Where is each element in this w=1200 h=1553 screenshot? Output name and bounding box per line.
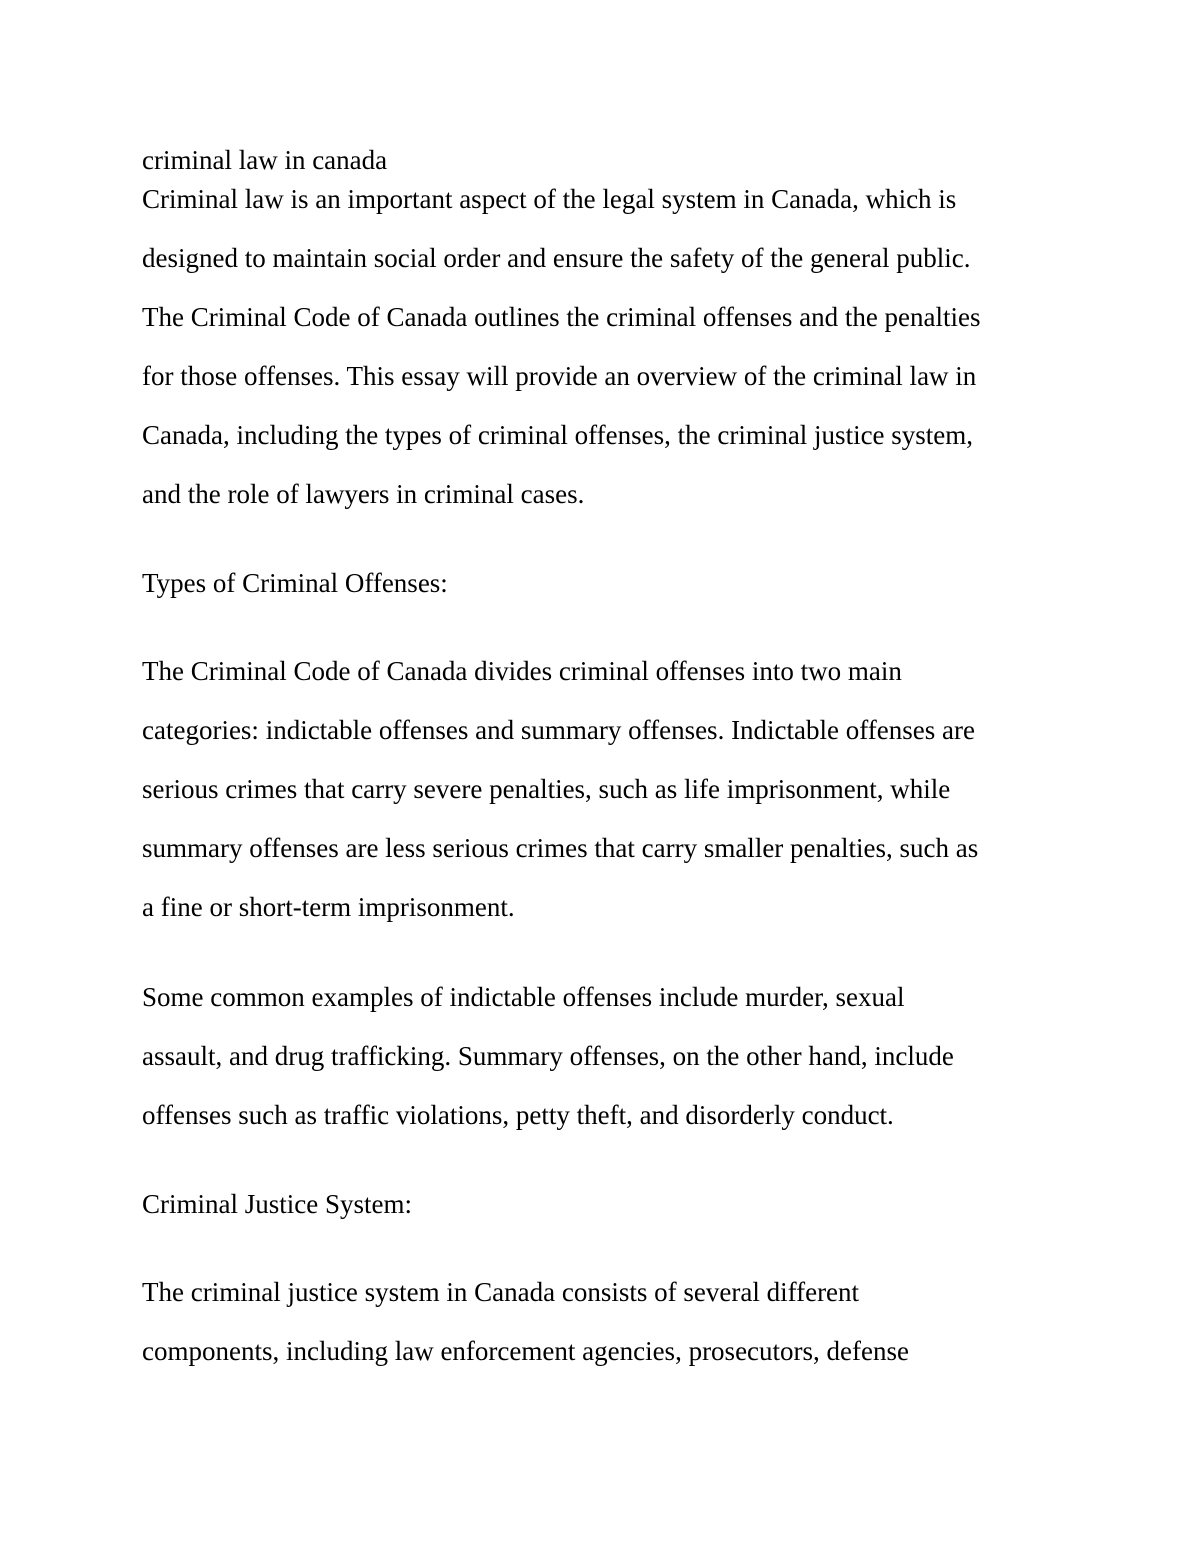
paragraph-line: a fine or short-term imprisonment. <box>142 892 515 922</box>
section-heading: Types of Criminal Offenses: <box>142 568 448 598</box>
document-title: criminal law in canada <box>142 145 388 175</box>
paragraph-line: for those offenses. This essay will provide an overview of the criminal law in <box>142 361 977 391</box>
paragraph-line: Some common examples of indictable offenses include murder, sexual <box>142 982 905 1012</box>
paragraph-line: The criminal justice system in Canada consists of several different <box>142 1277 860 1307</box>
paragraph-line: designed to maintain social order and ensure the safety of the general public. <box>142 243 971 273</box>
paragraph-line: Canada, including the types of criminal offenses, the criminal justice system, <box>142 420 974 450</box>
paragraph-line: The Criminal Code of Canada divides criminal offenses into two main <box>142 656 902 686</box>
paragraph-examples <box>142 968 1102 1145</box>
paragraph-line: assault, and drug trafficking. Summary offenses, on the other hand, include <box>142 1041 954 1071</box>
paragraph-intro <box>142 170 1102 524</box>
paragraph-line: offenses such as traffic violations, petty theft, and disorderly conduct. <box>142 1100 894 1130</box>
paragraph-justice <box>142 1263 1102 1381</box>
section-heading-justice <box>142 1175 1102 1234</box>
paragraph-line: serious crimes that carry severe penalties, such as life imprisonment, while <box>142 774 951 804</box>
section-heading: Criminal Justice System: <box>142 1189 412 1219</box>
paragraph-line: The Criminal Code of Canada outlines the criminal offenses and the penalties <box>142 302 981 332</box>
paragraph-line: Criminal law is an important aspect of the legal system in Canada, which is <box>142 184 957 214</box>
paragraph-line: and the role of lawyers in criminal cases. <box>142 479 585 509</box>
paragraph-line: categories: indictable offenses and summary offenses. Indictable offenses are <box>142 715 975 745</box>
section-heading-types <box>142 554 1102 613</box>
paragraph-line: components, including law enforcement agencies, prosecutors, defense <box>142 1336 909 1366</box>
paragraph-types <box>142 642 1102 937</box>
paragraph-line: summary offenses are less serious crimes that carry smaller penalties, such as <box>142 833 979 863</box>
